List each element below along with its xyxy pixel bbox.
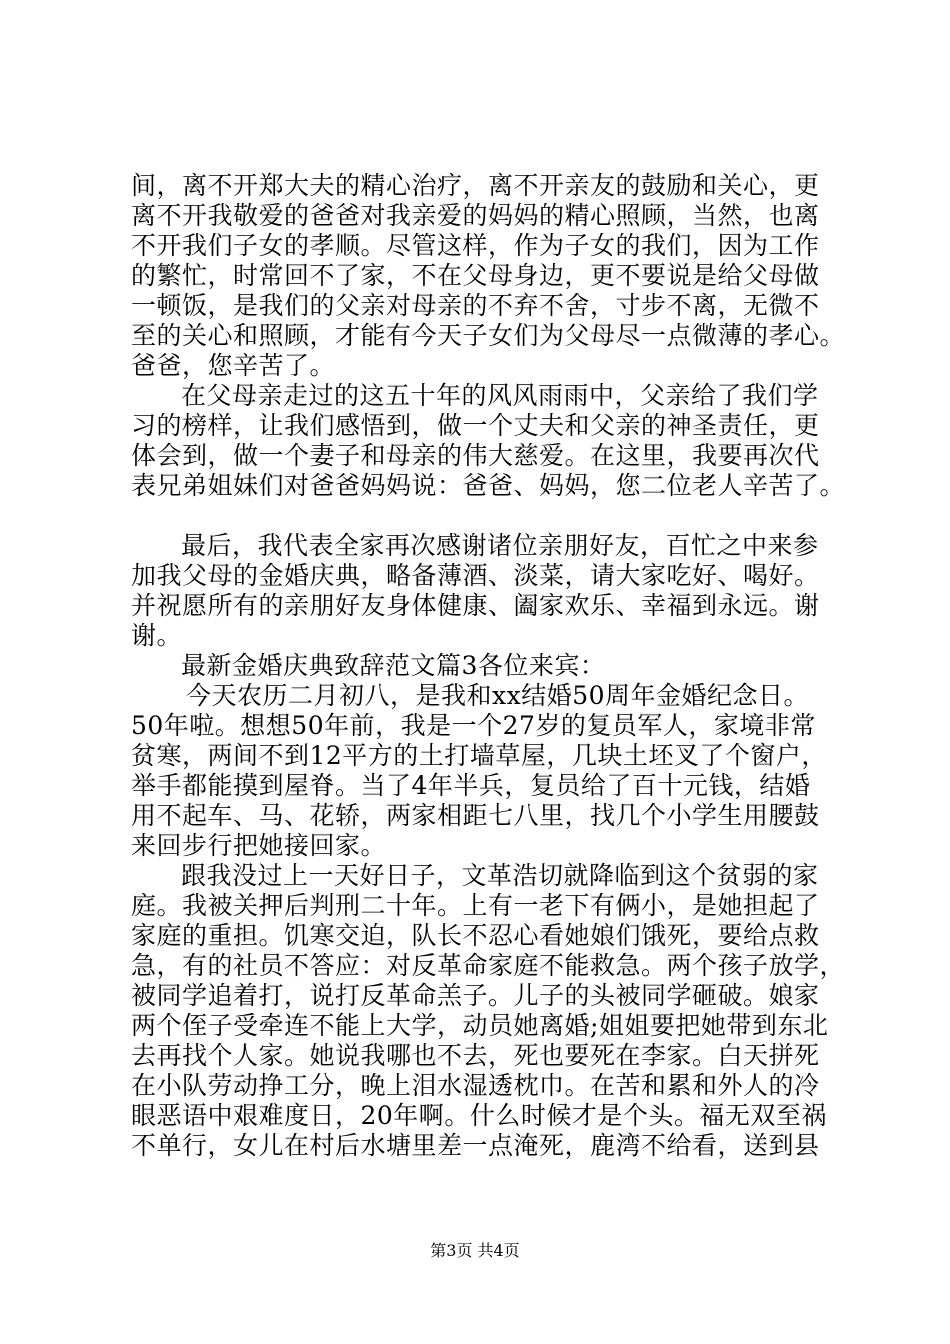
text-line: 来回步行把她接回家。 bbox=[131, 831, 387, 860]
text-line: 在小队劳动挣工分，晚上泪水湿透枕巾。在苦和累和外人的冷 bbox=[131, 1071, 820, 1100]
text-line: 50年啦。想想50年前，我是一个27岁的复员军人，家境非常 bbox=[131, 711, 816, 740]
text-line: 的繁忙，时常回不了家，不在父母身边，更不要说是给父母做 bbox=[131, 261, 820, 290]
text-line: 庭。我被关押后判刑二十年。上有一老下有俩小，是她担起了 bbox=[131, 891, 820, 920]
page-number-footer: 第3页 共4页 bbox=[430, 1241, 520, 1260]
text-line: 至的关心和照顾，才能有今天子女们为父母尽一点微薄的孝心。 bbox=[131, 321, 846, 350]
text-line: 一顿饭，是我们的父亲对母亲的不弃不舍，寸步不离，无微不 bbox=[131, 291, 820, 320]
section-heading: 最新金婚庆典致辞范文篇3各位来宾： bbox=[181, 651, 606, 680]
text-line: 跟我没过上一天好日子，文革浩切就降临到这个贫弱的家 bbox=[181, 861, 819, 890]
text-line: 最后，我代表全家再次感谢诸位亲朋好友，百忙之中来参 bbox=[181, 531, 819, 560]
text-line: 加我父母的金婚庆典，略备薄酒、淡菜，请大家吃好、喝好。 bbox=[131, 561, 820, 590]
text-line: 离不开我敬爱的爸爸对我亲爱的妈妈的精心照顾，当然，也离 bbox=[131, 201, 820, 230]
text-line: 被同学追着打，说打反革命羔子。儿子的头被同学砸破。娘家 bbox=[131, 981, 820, 1010]
text-line: 不开我们子女的孝顺。尽管这样，作为子女的我们，因为工作 bbox=[131, 231, 820, 260]
text-line: 两个侄子受牵连不能上大学，动员她离婚;姐姐要把她带到东北 bbox=[131, 1011, 829, 1040]
text-line: 体会到，做一个妻子和母亲的伟大慈爱。在这里，我要再次代 bbox=[131, 441, 820, 470]
text-line: 贫寒，两间不到12平方的土打墙草屋，几块土坯叉了个窗户， bbox=[131, 741, 827, 770]
text-line: 习的榜样，让我们感悟到，做一个丈夫和父亲的神圣责任，更 bbox=[131, 411, 820, 440]
text-line: 间，离不开郑大夫的精心治疗，离不开亲友的鼓励和关心，更 bbox=[131, 171, 820, 200]
text-line: 急，有的社员不答应：对反革命家庭不能救急。两个孩子放学， bbox=[131, 951, 846, 980]
text-line: 用不起车、马、花轿，两家相距七八里，找几个小学生用腰鼓 bbox=[131, 801, 820, 830]
text-line: 举手都能摸到屋脊。当了4年半兵，复员给了百十元钱，结婚 bbox=[131, 771, 811, 800]
text-line: 谢。 bbox=[131, 621, 183, 650]
text-line: 爸爸，您辛苦了。 bbox=[131, 351, 336, 380]
text-line: 家庭的重担。饥寒交迫，队长不忍心看她娘们饿死，要给点救 bbox=[131, 921, 820, 950]
text-line: 并祝愿所有的亲朋好友身体健康、阖家欢乐、幸福到永远。谢 bbox=[131, 591, 820, 620]
text-line: 去再找个人家。她说我哪也不去，死也要死在李家。白天拼死 bbox=[131, 1041, 820, 1070]
text-line: 眼恶语中艰难度日，20年啊。什么时候才是个头。福无双至祸 bbox=[131, 1101, 827, 1130]
text-line: 今天农历二月初八，是我和xx结婚50周年金婚纪念日。 bbox=[186, 681, 810, 710]
text-line: 在父母亲走过的这五十年的风风雨雨中，父亲给了我们学 bbox=[181, 381, 819, 410]
text-line: 不单行，女儿在村后水塘里差一点淹死，鹿湾不给看，送到县 bbox=[131, 1131, 820, 1160]
text-line: 表兄弟姐妹们对爸爸妈妈说：爸爸、妈妈，您二位老人辛苦了。 bbox=[131, 471, 846, 500]
